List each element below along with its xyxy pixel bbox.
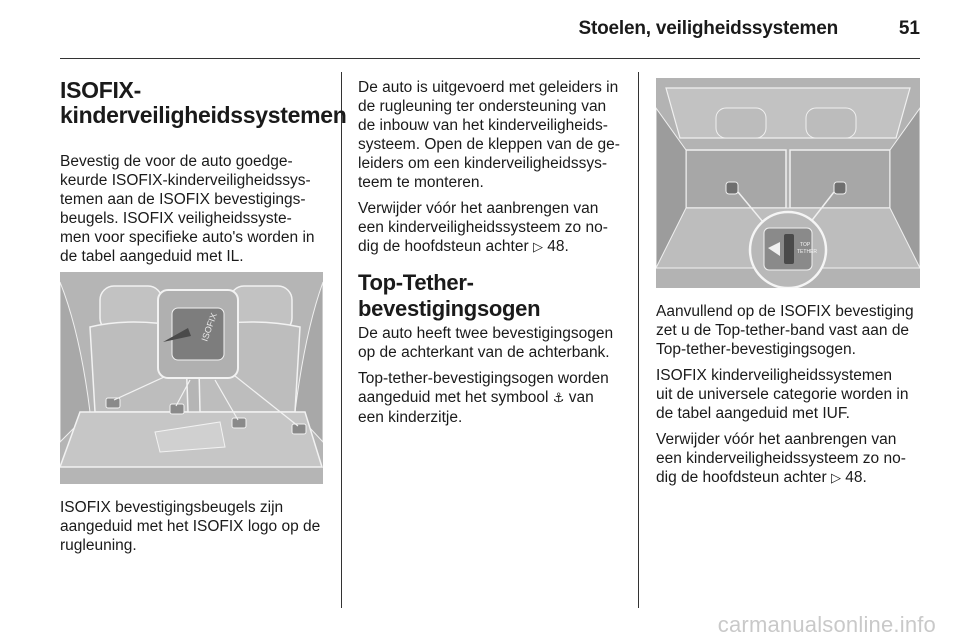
text-line: Verwijder vóór het aanbrengen van	[656, 431, 897, 448]
text-line: beugels. ISOFIX veiligheidssyste-	[60, 210, 292, 227]
column-3	[656, 302, 928, 495]
heading-line: kinderveiligheidssystemen	[60, 102, 347, 128]
text-line: zet u de Top-tether-band vast aan de	[656, 322, 910, 339]
section-heading-isofix	[60, 77, 347, 128]
top-label: TOP	[800, 242, 811, 248]
page-reference-link[interactable]: 48.	[547, 238, 569, 255]
text-line: systeem. Open de kleppen van de ge-	[358, 136, 620, 153]
text-line: rugleuning.	[60, 537, 137, 554]
isofix-intro-paragraph	[60, 152, 328, 266]
tether-eyes-paragraph	[358, 324, 628, 362]
tether-strap-paragraph	[656, 302, 928, 359]
text-line: ISOFIX kinderveiligheidssystemen	[656, 367, 893, 384]
column-2	[358, 78, 628, 434]
text-line: de inbouw van het kinderveiligheids-	[358, 117, 608, 134]
isofix-seat-illustration	[60, 272, 323, 484]
text-line: aangeduid met het ISOFIX logo op de	[60, 518, 321, 535]
text-line: ISOFIX bevestigingsbeugels zijn	[60, 499, 284, 516]
heading-line: bevestigingsogen	[358, 296, 541, 321]
tether-symbol-paragraph	[358, 369, 628, 427]
heading-line: Top-Tether-	[358, 270, 474, 295]
text-line: Top-tether-bevestigingsogen worden	[358, 370, 609, 387]
page-number: 51	[898, 18, 920, 39]
text-line: men voor specifieke auto's worden in	[60, 229, 315, 246]
running-header-title: Stoelen, veiligheidssystemen	[578, 18, 838, 39]
text-line: Verwijder vóór het aanbrengen van	[358, 200, 599, 217]
header-rule	[60, 58, 920, 59]
child-seat-symbol-icon: ⚓	[552, 391, 565, 406]
isofix-logo-label: ISOFIX	[199, 311, 219, 343]
text-line: op de achterkant van de achterbank.	[358, 344, 610, 361]
remove-headrest-paragraph-2	[656, 430, 928, 488]
text-line: dig de hoofdsteun achter	[358, 238, 529, 255]
page-reference-link[interactable]: 48.	[845, 469, 867, 486]
remove-headrest-paragraph	[358, 199, 628, 257]
text-line: een kinderveiligheidssysteem zo no-	[656, 450, 906, 467]
column-1	[60, 77, 347, 273]
text-line: een kinderzitje.	[358, 409, 463, 426]
heading-line: ISOFIX-	[60, 77, 141, 103]
page-reference-arrow-icon: ▷	[830, 471, 841, 486]
text-line: keurde ISOFIX-kinderveiligheidssys-	[60, 172, 311, 189]
text-line: een kinderveiligheidssysteem zo no-	[358, 219, 608, 236]
column-divider-2	[638, 72, 639, 608]
guides-paragraph	[358, 78, 628, 192]
column-divider-1	[341, 72, 342, 608]
rear-seat-drawing	[60, 272, 323, 484]
watermark: carmanualsonline.info	[717, 612, 936, 637]
top-tether-illustration	[656, 78, 920, 288]
text-line: Bevestig de voor de auto goedge-	[60, 153, 293, 170]
figure-1-caption	[60, 498, 330, 562]
text-line: De auto is uitgevoerd met geleiders in	[358, 79, 619, 96]
cargo-area-drawing	[656, 78, 920, 288]
page-reference-arrow-icon: ▷	[532, 240, 543, 255]
text-line: leiders om een kinderveiligheidssys-	[358, 155, 607, 172]
text-line: aangeduid met het symbool	[358, 389, 549, 406]
iuf-paragraph	[656, 366, 928, 423]
text-line: temen aan de ISOFIX bevestigings-	[60, 191, 306, 208]
text-line: dig de hoofdsteun achter	[656, 469, 827, 486]
text-line: de tabel aangeduid met IL.	[60, 248, 244, 265]
section-heading-top-tether	[358, 270, 628, 322]
text-line: de tabel aangeduid met IUF.	[656, 405, 850, 422]
text-line: van	[568, 389, 594, 406]
text-line: Aanvullend op de ISOFIX bevestiging	[656, 303, 914, 320]
text-line: teem te monteren.	[358, 174, 484, 191]
text-line: Top-tether-bevestigingsogen.	[656, 341, 856, 358]
text-line: uit de universele categorie worden in	[656, 386, 909, 403]
text-line: de rugleuning ter ondersteuning van	[358, 98, 607, 115]
text-line: De auto heeft twee bevestigingsogen	[358, 325, 614, 342]
tether-label: TETHER	[797, 249, 817, 255]
